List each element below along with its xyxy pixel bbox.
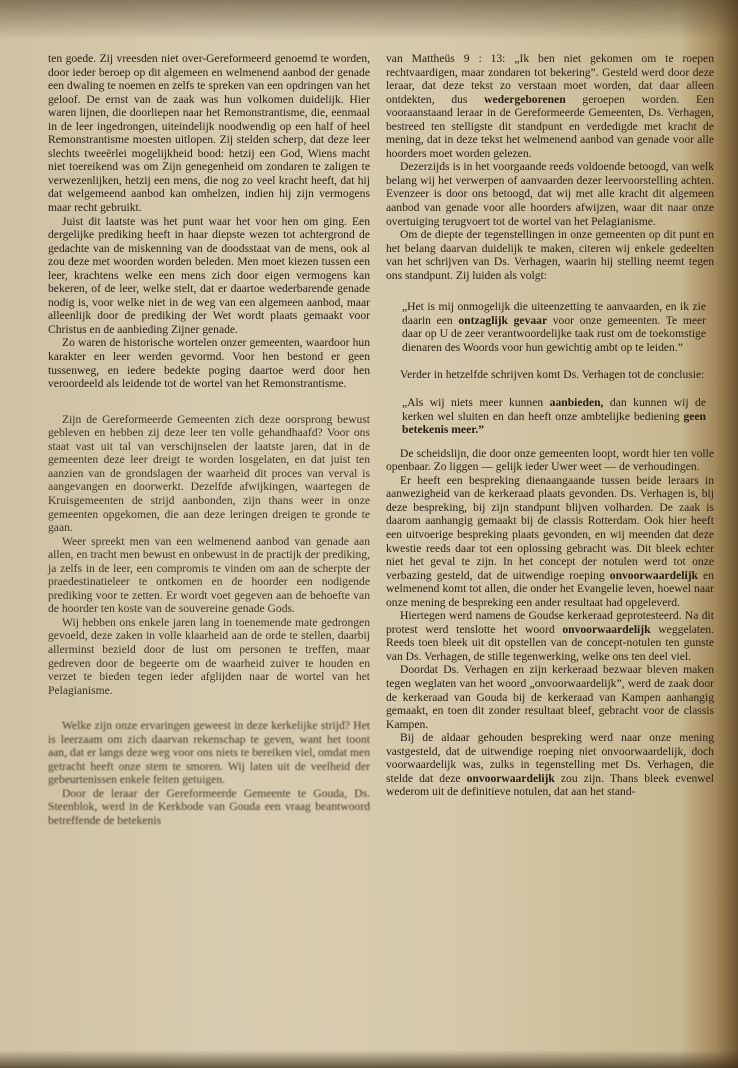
quote-1: „Het is mij onmogelijk die uiteenzetting te aanvaarden, en ik zie daarin een ontzaglijk gevaar voor onze gemeenten. Te meer daar op U de zeer verantwoordelijke taak rust om de toekomstige dienaren des Woords voor hun gewichtig ambt op te leiden.” (402, 300, 706, 354)
right-paragraph-6: Er heeft een bespreking dienaangaande tussen beide leraars in aanwezigheid van de kerkeraad plaats gevonden. Ds. Verhagen is, bij deze bespreking, bij zijn standpunt blijven volharden. De zaak is daarom aanhangig gemaakt bij de classis Rotterdam. Ook hier heeft een uitvoerige bespreking plaats gevonden, en wij meenden dat deze kwestie reeds daar tot een oplossing gebracht was. Dit bleek echter niet het geval te zijn. In het concept der notulen werd tot onze verbazing gesteld, dat de uitwendige roeping onvoorwaardelijk en welmenend komt tot allen, die onder het Evangelie leven, hoewel naar onze mening de bespreking een ander resultaat had opgeleverd. (386, 473, 715, 609)
page-shadow-top (0, 0, 738, 40)
right-paragraph-4: Verder in hetzelfde schrijven komt Ds. Verhagen tot de conclusie: (400, 368, 705, 382)
right-paragraph-2: Dezerzijds is in het voorgaande reeds voldoende betoogd, van welk belang wij het verwerpen of aanvaarden dezer leervoorstelling achten. Evenzeer is door ons betoogd, dat wij met alle kracht dit algemeen aanbod van genade voor alle hoorders afwijzen, waar dit naar onze overtuiging terugvoert tot de wortel van het Pelagianisme. (386, 160, 714, 228)
left-paragraph-2: Juist dit laatste was het punt waar het voor hen om ging. Een dergelijke prediking heeft in haar diepste wezen tot achtergrond de gedachte van de miskenning van de doodsstaat van de mens, ook al zou deze met woorden worden beleden. Men moet kiezen tussen een leer, krachtens welke een mens zich door eigen vermogens kan bekeren, of de leer, welke stelt, dat er daartoe wederbarende genade nodig is, voor welke niet in de weg van een algemeen aanbod, maar alleenlijk door de prediking der Wet wordt plaats gemaakt voor Christus en de aanbieding Zijner genade. (48, 214, 370, 336)
quote-2: „Als wij niets meer kunnen aanbieden, dan kunnen wij de kerken wel sluiten en dan heeft onze ambtelijke bediening geen betekenis meer.” (402, 396, 706, 437)
page-shadow-bottom (0, 1050, 738, 1068)
left-paragraph-4: Zijn de Gereformeerde Gemeenten zich deze oorsprong bewust gebleven en hebben zij deze leer ten volle gehandhaafd? Voor ons staat vast uit tal van verschijnselen der laatste jaren, dat in de gemeenten deze leer dreigt te worden losgelaten, en dat juist ten aanzien van de grondslagen der waarheid dit proces van verval is aangevangen en doorwerkt. Dezelfde afwijkingen, waartegen de Kruisgemeenten de strijd aanbonden, zijn thans weer in onze gemeenten opgekomen, die aan deze leringen dreigen te gronde te gaan. (48, 412, 370, 535)
right-paragraph-8: Doordat Ds. Verhagen en zijn kerkeraad bezwaar bleven maken tegen weglaten van het woord „onvoorwaardelijk”, werd de zaak door de kerkeraad van Gouda bij de kerkeraad van Kampen aanhangig gemaakt, en toen dit zonder resultaat bleef, gebracht voor de classis Kampen. (386, 663, 714, 731)
left-paragraph-7: Welke zijn onze ervaringen geweest in deze kerkelijke strijd? Het is leerzaam om zich daarvan rekenschap te geven, want het toont aan, dat er langs deze weg voor ons niets te bereiken viel, omdat men getracht heeft onze stem te smoren. Wij laten uit de veelheid der gebeurtenissen enkele feiten getuigen. (48, 719, 370, 787)
left-paragraph-6: Wij hebben ons enkele jaren lang in toenemende mate gedrongen gevoeld, deze zaken in volle klaarheid aan de orde te stellen, daarbij allerminst bezield door de lust om personen te treffen, maar gedreven door de begeerte om de waarheid zuiver te houden en verzet te bieden tegen ieder afglijden naar de wortel van het Pelagianisme. (48, 615, 370, 697)
left-column (48, 52, 370, 828)
right-paragraph-3: Om de diepte der tegenstellingen in onze gemeenten op dit punt en het belang daarvan duidelijk te maken, citeren wij enkele gedeelten van het schrijven van Ds. Verhagen, waarin hij stelling neemt tegen ons standpunt. Zij luiden als volgt: (386, 228, 714, 282)
right-paragraph-7: Hiertegen werd namens de Goudse kerkeraad geprotesteerd. Na dit protest werd tenslotte het woord onvoorwaardelijk weggelaten. Reeds toen bleek uit dit opstellen van de concept-notulen ten gunste van Ds. Verhagen, de stille tegenwerking, welke ons ten deel viel. (386, 609, 714, 663)
right-paragraph-5: De scheidslijn, die door onze gemeenten loopt, wordt hier ten volle openbaar. Zo liggen — gelijk ieder Uwer weet — de verhoudingen. (386, 446, 714, 474)
left-paragraph-8: Door de leraar der Gereformeerde Gemeente te Gouda, Ds. Steenblok, werd in de Kerkbode van Gouda een vraag beantwoord betreffende de betekenis (48, 786, 370, 827)
right-column (386, 52, 714, 799)
left-paragraph-5: Weer spreekt men van een welmenend aanbod van genade aan allen, en tracht men bewust en onbewust in de practijk der prediking, ja zelfs in de leer, een compromis te vinden om aan de scherpte der praedestinatieleer te ontkomen en de hoorder een nodigende prediking voor te zetten. Er wordt voet gegeven aan de behoefte van de hoorder ten koste van de souvereine genade Gods. (48, 534, 370, 616)
left-paragraph-3: Zo waren de historische wortelen onzer gemeenten, waardoor hun karakter en leer werden gevormd. Voor hen bestond er geen tussenweg, en iedere bedekte poging daartoe werd door hen veroordeeld als leidende tot de wortel van het Remonstrantisme. (48, 336, 370, 391)
left-paragraph-1: ten goede. Zij vreesden niet over-Gereformeerd genoemd te worden, door ieder beroep op dit algemeen en welmenend aanbod der genade een dwaling te noemen en zelfs te spreken van een opdringen van het geloof. De ernst van de zaak was hun volkomen duidelijk. Hier waren lijnen, die doorliepen naar het Remonstrantisme, die, eenmaal in de leer ingedrongen, uiteindelijk noodwendig op een half of heel Remonstrantisme moesten uitlopen. Zij stelden scherp, dat deze leer slechts tweeërlei mogelijkheid bood: hetzij een God, Wiens macht niet toereikend was om Zijn genegenheid om zondaren te zaligen te verwezenlijken, hetzij een mens, die nog zo veel kracht heeft, dat hij dat welgemeend aanbod kan omhelzen, indien hij zijn vermogens maar recht gebruikt. (48, 52, 370, 215)
right-paragraph-1: van Mattheüs 9 : 13: „Ik ben niet gekomen om te roepen rechtvaardigen, maar zondaren tot bekering”. Gesteld werd door deze leraar, dat deze tekst zo verstaan moet worden, dat daar alleen ontdekten, dus wedergeborenen geroepen worden. Een vooraanstaand leraar in de Gereformeerde Gemeenten, Ds. Verhagen, bestreed ten stelligste dit standpunt en verdedigde met kracht de mening, dat in deze tekst het welmenend aanbod van genade voor alle hoorders moet worden gelezen. (386, 52, 715, 160)
right-paragraph-9: Bij de aldaar gehouden bespreking werd naar onze mening vastgesteld, dat de uitwendige roeping niet onvoorwaardelijk, doch voorwaardelijk was, zulks in tegenstelling met Ds. Verhagen, die stelde dat deze onvoorwaardelijk zou zijn. Thans bleek evenwel wederom uit de definitieve notulen, dat aan het stand- (386, 731, 715, 799)
